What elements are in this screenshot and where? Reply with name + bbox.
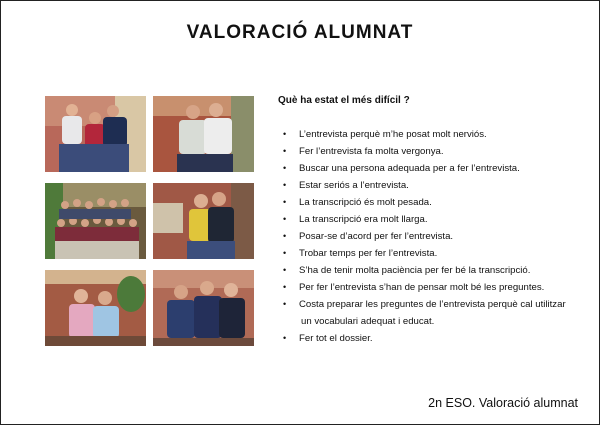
photo-grid [45, 96, 254, 346]
bullet-icon: • [283, 163, 287, 173]
list-item: • Fer l’entrevista fa molta vergonya. [278, 143, 578, 160]
photo-two-girls [153, 183, 254, 259]
bullet-icon: • [283, 265, 287, 275]
bullet-icon: • [283, 214, 287, 224]
bullet-icon: • [283, 248, 287, 258]
photo-girls-plant [45, 270, 146, 346]
photo-three-students [153, 270, 254, 346]
list-item-continuation: un vocabulari adequat i educat. [301, 316, 435, 327]
bullet-icon: • [283, 333, 287, 343]
bullet-icon: • [283, 282, 287, 292]
list-item: • Posar-se d’acord per fer l’entrevista. [278, 228, 578, 245]
bullet-icon: • [283, 146, 287, 156]
bullet-icon: • [283, 197, 287, 207]
list-item: • Costa preparar les preguntes de l’entrevista perquè cal utilitzar un vocabulari adequat i educat. [278, 296, 578, 330]
photo-two-boys [153, 96, 254, 172]
list-item: • Buscar una persona adequada per a fer l’entrevista. [278, 160, 578, 177]
list-item: • La transcripció és molt pesada. [278, 194, 578, 211]
difficulty-list [278, 126, 578, 347]
page-title: VALORACIÓ ALUMNAT [186, 22, 414, 43]
list-item: • Estar seriós a l’entrevista. [278, 177, 578, 194]
footer-caption: 2n ESO. Valoració alumnat [428, 396, 578, 410]
list-item: • La transcripció era molt llarga. [278, 211, 578, 228]
list-item: • Per fer l’entrevista s’han de pensar molt bé les preguntes. [278, 279, 578, 296]
photo-class-group [45, 183, 146, 259]
photo-three-boys [45, 96, 146, 172]
list-item: • Trobar temps per fer l’entrevista. [278, 245, 578, 262]
list-item: • Fer tot el dossier. [278, 330, 578, 347]
bullet-icon: • [283, 299, 287, 309]
bullet-icon: • [283, 231, 287, 241]
question-heading: Què ha estat el més difícil ? [278, 95, 410, 106]
bullet-icon: • [283, 129, 287, 139]
list-item: • S’ha de tenir molta paciència per fer bé la transcripció. [278, 262, 578, 279]
bullet-icon: • [283, 180, 287, 190]
list-item: • L’entrevista perquè m’he posat molt nerviós. [278, 126, 578, 143]
